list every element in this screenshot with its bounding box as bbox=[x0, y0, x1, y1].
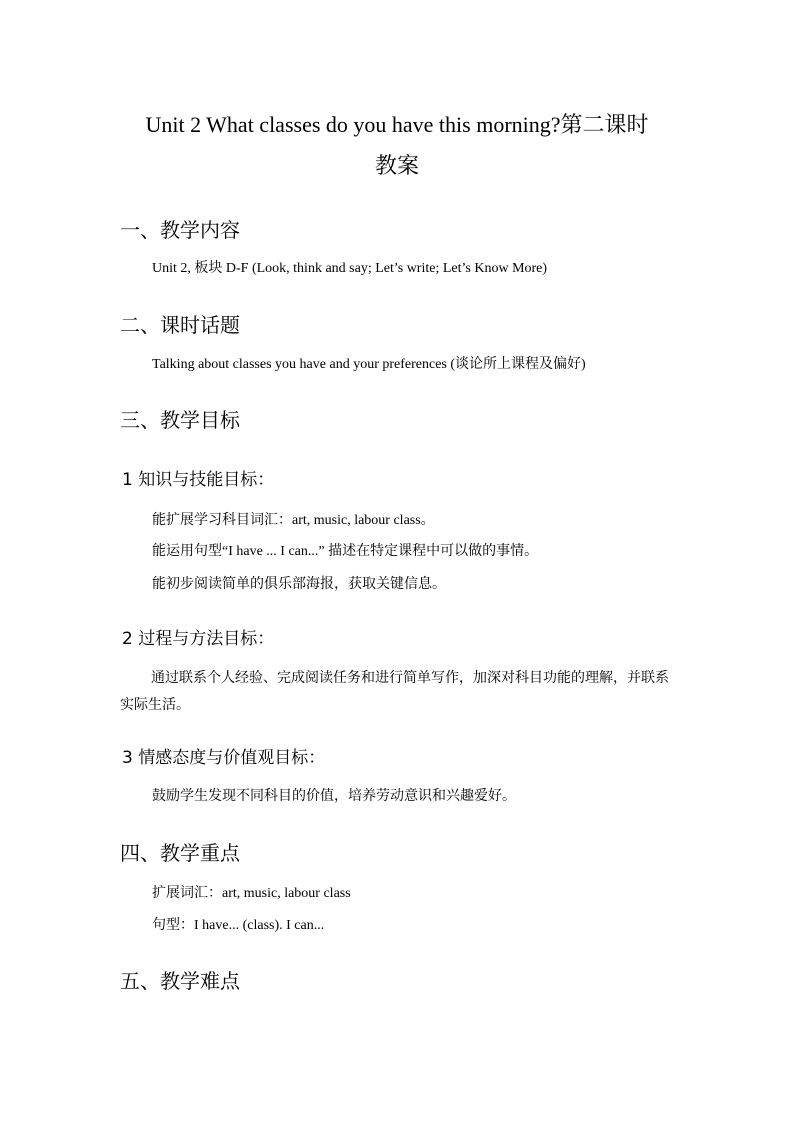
teaching-focus-line-1: 扩展词汇：art, music, labour class bbox=[152, 886, 351, 901]
document-title-line-2: 教案 bbox=[374, 153, 419, 178]
lesson-topic-text: Talking about classes you have and your preferences (谈论所上课程及偏好) bbox=[152, 357, 586, 372]
teaching-focus-line-2: 句型：I have... (class). I can... bbox=[152, 918, 325, 933]
subheading-process-methods: 2 过程与方法目标： bbox=[122, 629, 275, 649]
section-heading-teaching-focus: 四、教学重点 bbox=[120, 841, 240, 865]
section-heading-lesson-topic: 二、课时话题 bbox=[120, 313, 240, 337]
emotion-values-text: 鼓励学生发现不同科目的价值，培养劳动意识和兴趣爱好。 bbox=[152, 789, 516, 804]
knowledge-skills-line-2: 能运用句型“I have ... I can...” 描述在特定课程中可以做的事情。 bbox=[152, 544, 539, 559]
process-methods-text: 通过联系个人经验、完成阅读任务和进行简单写作，加深对科目功能的理解，并联系实际生活。 bbox=[120, 671, 669, 713]
teaching-content-text: Unit 2, 板块 D-F (Look, think and say; Let’s write; Let’s Know More) bbox=[152, 261, 548, 276]
section-heading-teaching-goals: 三、教学目标 bbox=[120, 408, 240, 432]
subheading-knowledge-skills: 1 知识与技能目标： bbox=[122, 470, 275, 490]
subheading-emotion-values: 3 情感态度与价值观目标： bbox=[122, 748, 326, 768]
section-heading-teaching-difficulty: 五、教学难点 bbox=[120, 969, 240, 993]
document-title-line-1: Unit 2 What classes do you have this morning?第二课时 bbox=[145, 112, 649, 137]
knowledge-skills-line-1: 能扩展学习科目词汇：art, music, labour class。 bbox=[152, 513, 435, 528]
section-heading-teaching-content: 一、教学内容 bbox=[120, 218, 240, 242]
knowledge-skills-line-3: 能初步阅读简单的俱乐部海报，获取关键信息。 bbox=[152, 577, 446, 592]
